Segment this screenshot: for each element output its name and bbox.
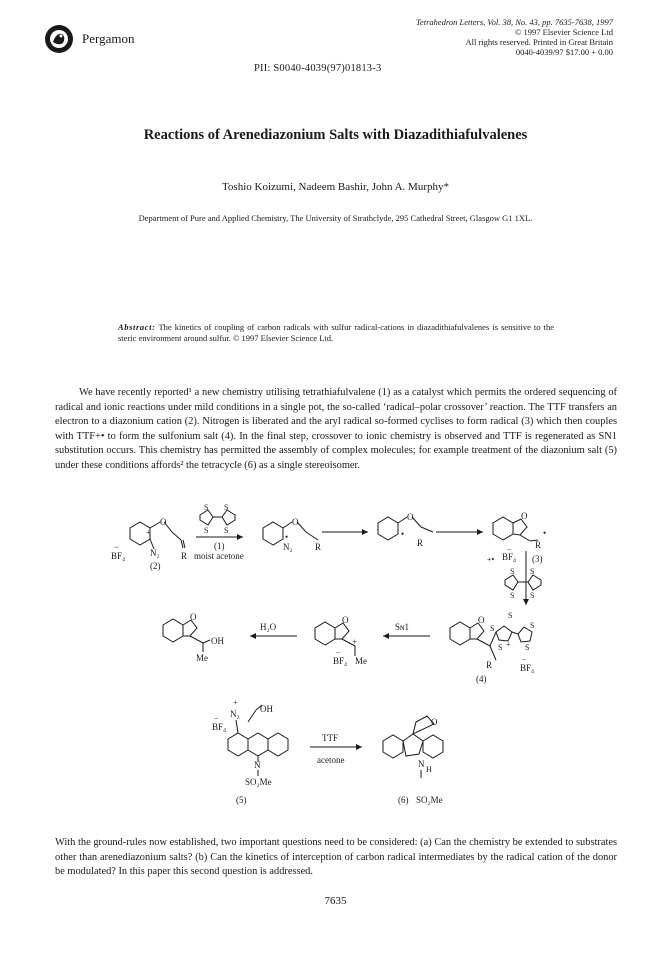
atom-s: S [525, 643, 530, 652]
radical-cation: +• [487, 555, 495, 564]
aryl-radical [378, 512, 433, 548]
atom-s: S [530, 591, 535, 600]
atom-s: S [510, 591, 515, 600]
abstract-label: Abstract: [118, 322, 156, 332]
abstract-text: The kinetics of coupling of carbon radicals with sulfur radical-cations in diazadithiafulvalenes is sensitive to the steric environment around sulfur. © 1997 Elsevier Science Ltd. [118, 322, 554, 343]
alcohol-product [163, 612, 224, 663]
arrow-head [356, 744, 362, 750]
atom-o: O [521, 511, 528, 521]
radical-dot: • [401, 529, 405, 539]
atom-o: O [160, 517, 167, 527]
charge-minus: − [507, 545, 512, 554]
compound-3 [493, 511, 546, 550]
charge-minus: − [114, 542, 120, 552]
charge-plus: + [146, 528, 151, 537]
arrow-head [383, 633, 389, 639]
atom-o: O [292, 517, 299, 527]
ttf-structure [200, 503, 235, 535]
charge-plus: + [506, 640, 511, 649]
arrow-head [477, 529, 483, 535]
reagent-ttf: TTF [322, 733, 339, 743]
atom-n2: N₂ [230, 709, 240, 719]
charge-plus: + [233, 698, 238, 707]
label-compound-5: (5) [236, 795, 247, 805]
reagent-h2o: H₂O [260, 622, 277, 632]
journal-line: Tetrahedron Letters, Vol. 38, No. 43, pp. 7635-7638, 1997 [415, 17, 613, 27]
counterion-bf4: BF₄ [111, 551, 126, 561]
reagent-acetone: acetone [317, 755, 345, 765]
arrow-head [523, 599, 529, 605]
atom-n: N [418, 759, 425, 769]
arrow-head [362, 529, 368, 535]
ttf-radical-cation [505, 567, 541, 600]
page-number: 7635 [324, 895, 347, 907]
reagent-moist-acetone: moist acetone [194, 551, 244, 561]
charge-plus: + [352, 637, 358, 647]
atom-h: H [426, 765, 432, 774]
group-oh: OH [211, 636, 224, 646]
journal-line: All rights reserved. Printed in Great Britain [465, 37, 613, 47]
paper-title: Reactions of Arenediazonium Salts with Diazadithiafulvalenes [143, 127, 528, 143]
group-oh: OH [260, 704, 273, 714]
compound-2 [111, 517, 187, 571]
affiliation: Department of Pure and Applied Chemistry, The University of Strathclyde, 295 Cathedral Street, Glasgow G1 1XL. [138, 213, 533, 223]
label-compound-6: (6) [398, 795, 409, 805]
atom-o: O [431, 717, 438, 727]
label-compound-3: (3) [532, 554, 543, 564]
body-paragraph-1: We have recently reported¹ a new chemistry utilising tetrathiafulvalene (1) as a catalyst which permits the ordered sequencing of radical and ionic reactions under mild conditions in a single pot, the so-called ‘radical–polar crossover’ reaction. The TTF transfers an electron to a diazonium cation (2). Nitrogen is liberated and the aryl radical so-formed cyclises to form radical (3) which then couples with TTF+• to form the sulfonium salt (4). In the final step, crossover to ionic chemistry is observed and TTF is regenerated as SN1 substitution occurs. This chemistry has permitted the assembly of complex molecules; for example treatment of the diazonium salt (5) under these conditions affords² the tetracycle (6) as a single stereoisomer. [55, 387, 617, 471]
atom-s: S [224, 526, 229, 535]
compound-5 [212, 698, 288, 805]
intermediate-aryl-radical [263, 517, 321, 552]
atom-n2: N₂ [150, 548, 160, 558]
radical-dot: • [285, 532, 289, 542]
atom-o: O [190, 612, 197, 622]
body-paragraph-2: With the ground-rules now established, two important questions need to be considered: (a) Can the chemistry be extended to substrates other than arenediazonium salts? (b) Can the kinetics of interception of carbon radical intermediates by the radical cation of the donor be modulated? In this paper this second question is addressed. [55, 837, 617, 878]
counterion-bf4: BF₄ [212, 722, 227, 732]
atom-s: S [530, 567, 535, 576]
atom-s: S [530, 621, 535, 630]
charge-minus: − [214, 714, 219, 723]
atom-s: S [508, 611, 513, 620]
atom-r: R [181, 551, 188, 561]
group-so2me: SO₂Me [416, 795, 443, 805]
counterion-bf4: BF₄ [333, 656, 348, 666]
atom-s: S [510, 567, 515, 576]
journal-line: 0040-4039/97 $17.00 + 0.00 [515, 47, 613, 57]
radical-dot: • [543, 528, 547, 538]
atom-r: R [315, 542, 322, 552]
pii: PII: S0040-4039(97)01813-3 [254, 63, 382, 74]
journal-line: © 1997 Elsevier Science Ltd [514, 27, 613, 37]
atom-n: N [254, 760, 261, 770]
label-compound-1: (1) [214, 541, 225, 551]
charge-minus: − [336, 648, 341, 657]
atom-r: R [486, 660, 493, 670]
atom-s: S [204, 526, 209, 535]
carbocation [315, 615, 367, 666]
atom-o: O [407, 512, 414, 522]
atom-o: O [342, 615, 349, 625]
atom-n2: N₂ [283, 542, 293, 552]
atom-s: S [498, 643, 503, 652]
arrow-head [250, 633, 256, 639]
atom-r: R [535, 540, 542, 550]
compound-4 [450, 611, 534, 684]
atom-s: S [224, 503, 229, 512]
label-compound-4: (4) [476, 674, 487, 684]
label-compound-2: (2) [150, 561, 161, 571]
atom-o: O [478, 615, 485, 625]
publisher-name: Pergamon [82, 31, 135, 46]
group-so2me: SO₂Me [245, 777, 272, 787]
compound-6 [383, 716, 443, 805]
counterion-bf4: BF₄ [520, 663, 535, 673]
atom-s: S [490, 624, 495, 633]
group-me: Me [355, 656, 367, 666]
atom-r: R [417, 538, 424, 548]
reagent-sn1: Sɴ1 [395, 622, 409, 632]
arrow-head [237, 534, 243, 540]
group-me: Me [196, 653, 208, 663]
counterion-bf4: BF₄ [502, 552, 517, 562]
authors: Toshio Koizumi, Nadeem Bashir, John A. Murphy* [221, 181, 450, 193]
atom-s: S [204, 503, 209, 512]
charge-minus: − [522, 655, 527, 664]
